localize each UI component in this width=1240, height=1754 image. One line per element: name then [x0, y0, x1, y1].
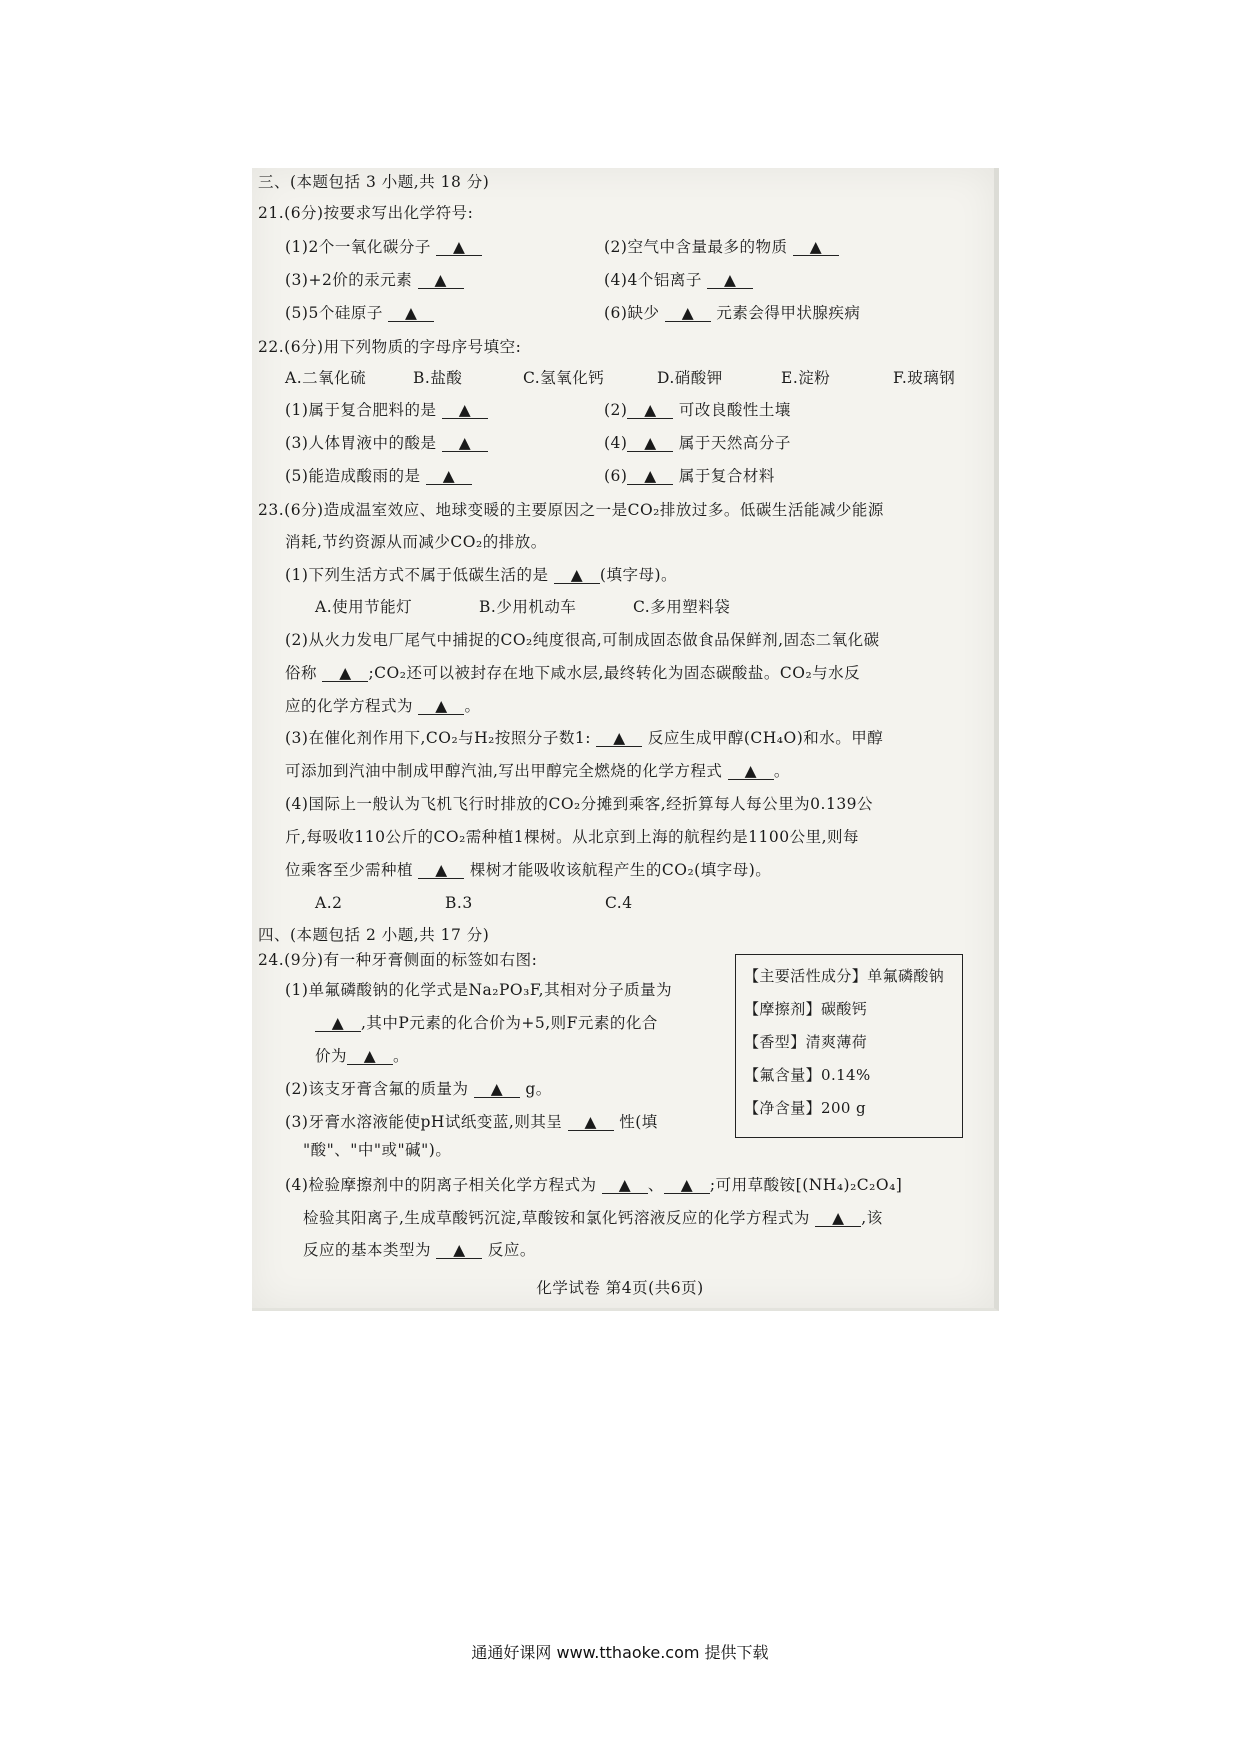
- answer-blank[interactable]: ▲: [442, 435, 488, 452]
- answer-blank[interactable]: ▲: [347, 1048, 393, 1065]
- q23-p4-option-b: B.3: [445, 894, 473, 912]
- answer-blank[interactable]: ▲: [627, 435, 673, 452]
- answer-blank[interactable]: ▲: [602, 1177, 648, 1194]
- page-number-footer: 化学试卷 第4页(共6页): [536, 1279, 704, 1297]
- q23-part2-line2: 俗称 ▲ ;CO₂还可以被封存在地下咸水层,最终转化为固态碳酸盐。CO₂与水反: [285, 664, 861, 682]
- q22-option-a: A.二氧化硫: [285, 369, 367, 387]
- q22-item5: (5)能造成酸雨的是 ▲: [285, 466, 472, 486]
- answer-blank[interactable]: ▲: [315, 1015, 361, 1032]
- q21-item3: (3)+2价的汞元素 ▲: [285, 270, 464, 290]
- answer-blank[interactable]: ▲: [664, 1177, 710, 1194]
- q23-part4-line2: 斤,每吸收110公斤的CO₂需种植1棵树。从北京到上海的航程约是1100公里,则每: [285, 828, 860, 846]
- q23-part2-line3: 应的化学方程式为 ▲ 。: [285, 697, 481, 715]
- label-row-abrasive: 【摩擦剂】碳酸钙: [744, 1000, 868, 1018]
- q22-item3: (3)人体胃液中的酸是 ▲: [285, 433, 488, 453]
- label-row-fluoride: 【氟含量】0.14%: [744, 1066, 871, 1084]
- q21-item5: (5)5个硅原子 ▲: [285, 303, 434, 323]
- answer-blank[interactable]: ▲: [627, 402, 673, 419]
- q23-p4-option-c: C.4: [605, 894, 633, 912]
- answer-blank[interactable]: ▲: [418, 698, 464, 715]
- q24-part2: (2)该支牙膏含氟的质量为 ▲ g。: [285, 1080, 552, 1098]
- q23-stem-line2: 消耗,节约资源从而减少CO₂的排放。: [285, 533, 547, 551]
- q22-option-b: B.盐酸: [413, 369, 463, 387]
- q23-p4-option-a: A.2: [315, 894, 343, 912]
- q23-part3-line1: (3)在催化剂作用下,CO₂与H₂按照分子数1: ▲ 反应生成甲醇(CH₄O)和水。甲醇: [285, 729, 884, 747]
- section3-heading: 三、(本题包括 3 小题,共 18 分): [258, 173, 490, 191]
- q21-item4: (4)4个铝离子 ▲: [604, 270, 753, 290]
- answer-blank[interactable]: ▲: [707, 272, 753, 289]
- section4-heading: 四、(本题包括 2 小题,共 17 分): [258, 926, 490, 944]
- q24-part3-line1: (3)牙膏水溶液能使pH试纸变蓝,则其呈 ▲ 性(填: [285, 1113, 658, 1131]
- q21-item1: (1)2个一氧化碳分子 ▲: [285, 237, 482, 257]
- answer-blank[interactable]: ▲: [793, 239, 839, 256]
- q22-item2: (2) ▲ 可改良酸性土壤: [604, 401, 791, 419]
- q23-part2-line1: (2)从火力发电厂尾气中捕捉的CO₂纯度很高,可制成固态做食品保鲜剂,固态二氧化碳: [285, 631, 880, 649]
- q23-part3-line2: 可添加到汽油中制成甲醇汽油,写出甲醇完全燃烧的化学方程式 ▲ 。: [285, 762, 790, 780]
- answer-blank[interactable]: ▲: [568, 1114, 614, 1131]
- q22-stem: 22.(6分)用下列物质的字母序号填空:: [258, 338, 522, 356]
- toothpaste-label-box: [735, 954, 963, 1138]
- label-row-flavor: 【香型】清爽薄荷: [744, 1033, 868, 1051]
- answer-blank[interactable]: ▲: [418, 272, 464, 289]
- label-row-net-content: 【净含量】200 g: [744, 1099, 867, 1117]
- q21-item6: (6)缺少 ▲ 元素会得甲状腺疾病: [604, 304, 861, 322]
- answer-blank[interactable]: ▲: [436, 239, 482, 256]
- answer-blank[interactable]: ▲: [815, 1210, 861, 1227]
- q24-part1-line3: 价为 ▲ 。: [315, 1047, 410, 1065]
- q24-part1-line1: (1)单氟磷酸钠的化学式是Na₂PO₃F,其相对分子质量为: [285, 981, 673, 999]
- q23-part4-line1: (4)国际上一般认为飞机飞行时排放的CO₂分摊到乘客,经折算每人每公里为0.139公: [285, 795, 874, 813]
- answer-blank[interactable]: ▲: [596, 730, 642, 747]
- q22-option-d: D.硝酸钾: [657, 369, 723, 387]
- label-row-active-ingredient: 【主要活性成分】单氟磷酸钠: [744, 967, 945, 985]
- q23-option-b: B.少用机动车: [479, 598, 577, 616]
- q21-stem: 21.(6分)按要求写出化学符号:: [258, 204, 474, 222]
- q22-item6: (6) ▲ 属于复合材料: [604, 467, 775, 485]
- q24-part4-line1: (4)检验摩擦剂中的阴离子相关化学方程式为 ▲ 、 ▲ ;可用草酸铵[(NH₄)₂C₂O₄]: [285, 1176, 903, 1194]
- answer-blank[interactable]: ▲: [554, 567, 600, 584]
- q23-option-c: C.多用塑料袋: [633, 598, 731, 616]
- answer-blank[interactable]: ▲: [474, 1081, 520, 1098]
- q23-part4-line3: 位乘客至少需种植 ▲ 棵树才能吸收该航程产生的CO₂(填字母)。: [285, 861, 772, 879]
- q22-item4: (4) ▲ 属于天然高分子: [604, 434, 791, 452]
- q22-option-c: C.氢氧化钙: [523, 369, 605, 387]
- answer-blank[interactable]: ▲: [665, 305, 711, 322]
- answer-blank[interactable]: ▲: [388, 305, 434, 322]
- q24-part4-line3: 反应的基本类型为 ▲ 反应。: [303, 1241, 536, 1259]
- q23-option-a: A.使用节能灯: [315, 598, 413, 616]
- answer-blank[interactable]: ▲: [426, 468, 472, 485]
- q23-stem-line1: 23.(6分)造成温室效应、地球变暖的主要原因之一是CO₂排放过多。低碳生活能减少能源: [258, 501, 884, 519]
- q24-stem: 24.(9分)有一种牙膏侧面的标签如右图:: [258, 951, 538, 969]
- answer-blank[interactable]: ▲: [442, 402, 488, 419]
- q22-item1: (1)属于复合肥料的是 ▲: [285, 400, 488, 420]
- q23-part1: (1)下列生活方式不属于低碳生活的是 ▲ (填字母)。: [285, 566, 678, 584]
- answer-blank[interactable]: ▲: [627, 468, 673, 485]
- answer-blank[interactable]: ▲: [728, 763, 774, 780]
- q24-part3-line2: "酸"、"中"或"碱")。: [303, 1141, 452, 1159]
- q24-part1-line2: ▲ ,其中P元素的化合价为+5,则F元素的化合: [315, 1013, 658, 1033]
- answer-blank[interactable]: ▲: [418, 862, 464, 879]
- q24-part4-line2: 检验其阳离子,生成草酸钙沉淀,草酸铵和氯化钙溶液反应的化学方程式为 ▲ ,该: [303, 1209, 883, 1227]
- q21-item2: (2)空气中含量最多的物质 ▲: [604, 237, 839, 257]
- answer-blank[interactable]: ▲: [322, 665, 368, 682]
- site-footer: 通通好课网 www.tthaoke.com 提供下载: [471, 1643, 769, 1662]
- q22-option-f: F.玻璃钢: [893, 369, 956, 387]
- q22-option-e: E.淀粉: [781, 369, 831, 387]
- answer-blank[interactable]: ▲: [436, 1242, 482, 1259]
